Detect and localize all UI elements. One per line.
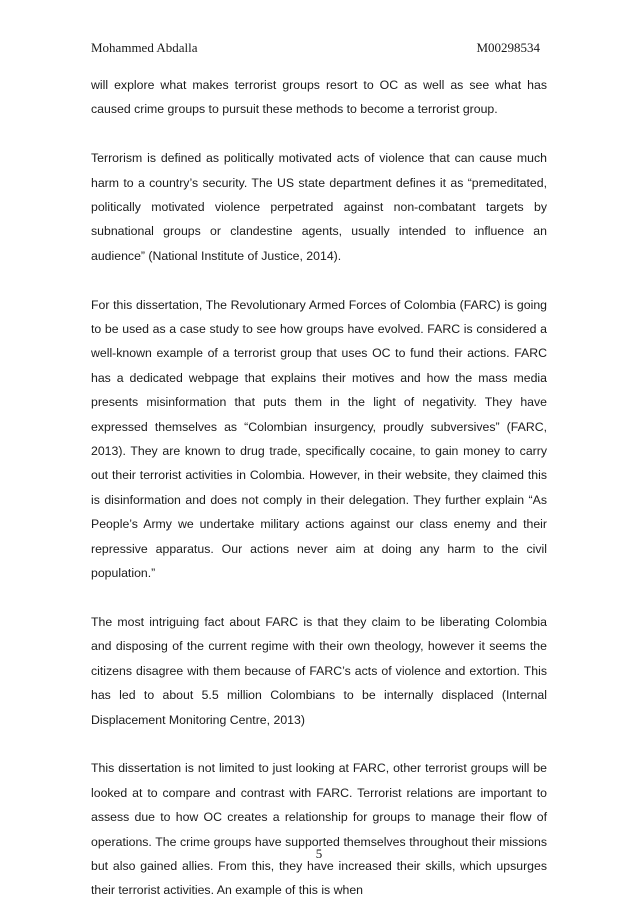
- paragraph: will explore what makes terrorist groups resort to OC as well as see what has caused crime groups to pursuit these methods to become a terrorist group.: [91, 78, 547, 117]
- paragraph: Terrorism is defined as politically motivated acts of violence that can cause much harm to a country’s security. The US state department defines it as “premeditated, politically motivated violence perpetrated against non-combatant targets by subnational groups or clandestine agents, usually intended to influence an audience” (National Institute of Justice, 2014).: [91, 151, 547, 263]
- header-author: Mohammed Abdalla: [91, 40, 198, 55]
- paragraph: The most intriguing fact about FARC is that they claim to be liberating Colombia and disposing of the current regime with their own theology, however it seems the citizens disagree with them because of FARC’s acts of violence and extortion. This has led to about 5.5 million Colombians to be internally displaced (Internal Displacement Monitoring Centre, 2013): [91, 614, 547, 727]
- paragraph: This dissertation is not limited to just looking at FARC, other terrorist groups will be looked at to compare and contrast with FARC. Terrorist relations are important to assess due to how OC creates a relationship for groups to manage their flow of operations. The crime groups have supported themselves throughout their missions but also gained allies. From this, they have increased their skills, which upsurges their terrorist activities. An example of this is when: [91, 761, 547, 898]
- paragraph: For this dissertation, The Revolutionary Armed Forces of Colombia (FARC) is going to be used as a case study to see how groups have evolved. FARC is considered a well-known example of a terrorist group that uses OC to fund their actions. FARC has a dedicated webpage that explains their motives and how the mass media presents misinformation that puts them in the light of negativity. They have expressed themselves as “Colombian insurgency, proudly subversives” (FARC, 2013). They are known to drug trade, specifically cocaine, to gain money to carry out their terrorist activities in Colombia. However, in their website, they claimed this is disinformation and does not comply in their delegation. They further explain “As People’s Army we undertake military actions against our class enemy and their repressive apparatus. Our actions never aim at doing any harm to the civil population.”: [91, 297, 547, 581]
- body-text: [91, 73, 547, 903]
- header-student-id: M00298534: [476, 40, 540, 55]
- page-number: 5: [315, 846, 323, 861]
